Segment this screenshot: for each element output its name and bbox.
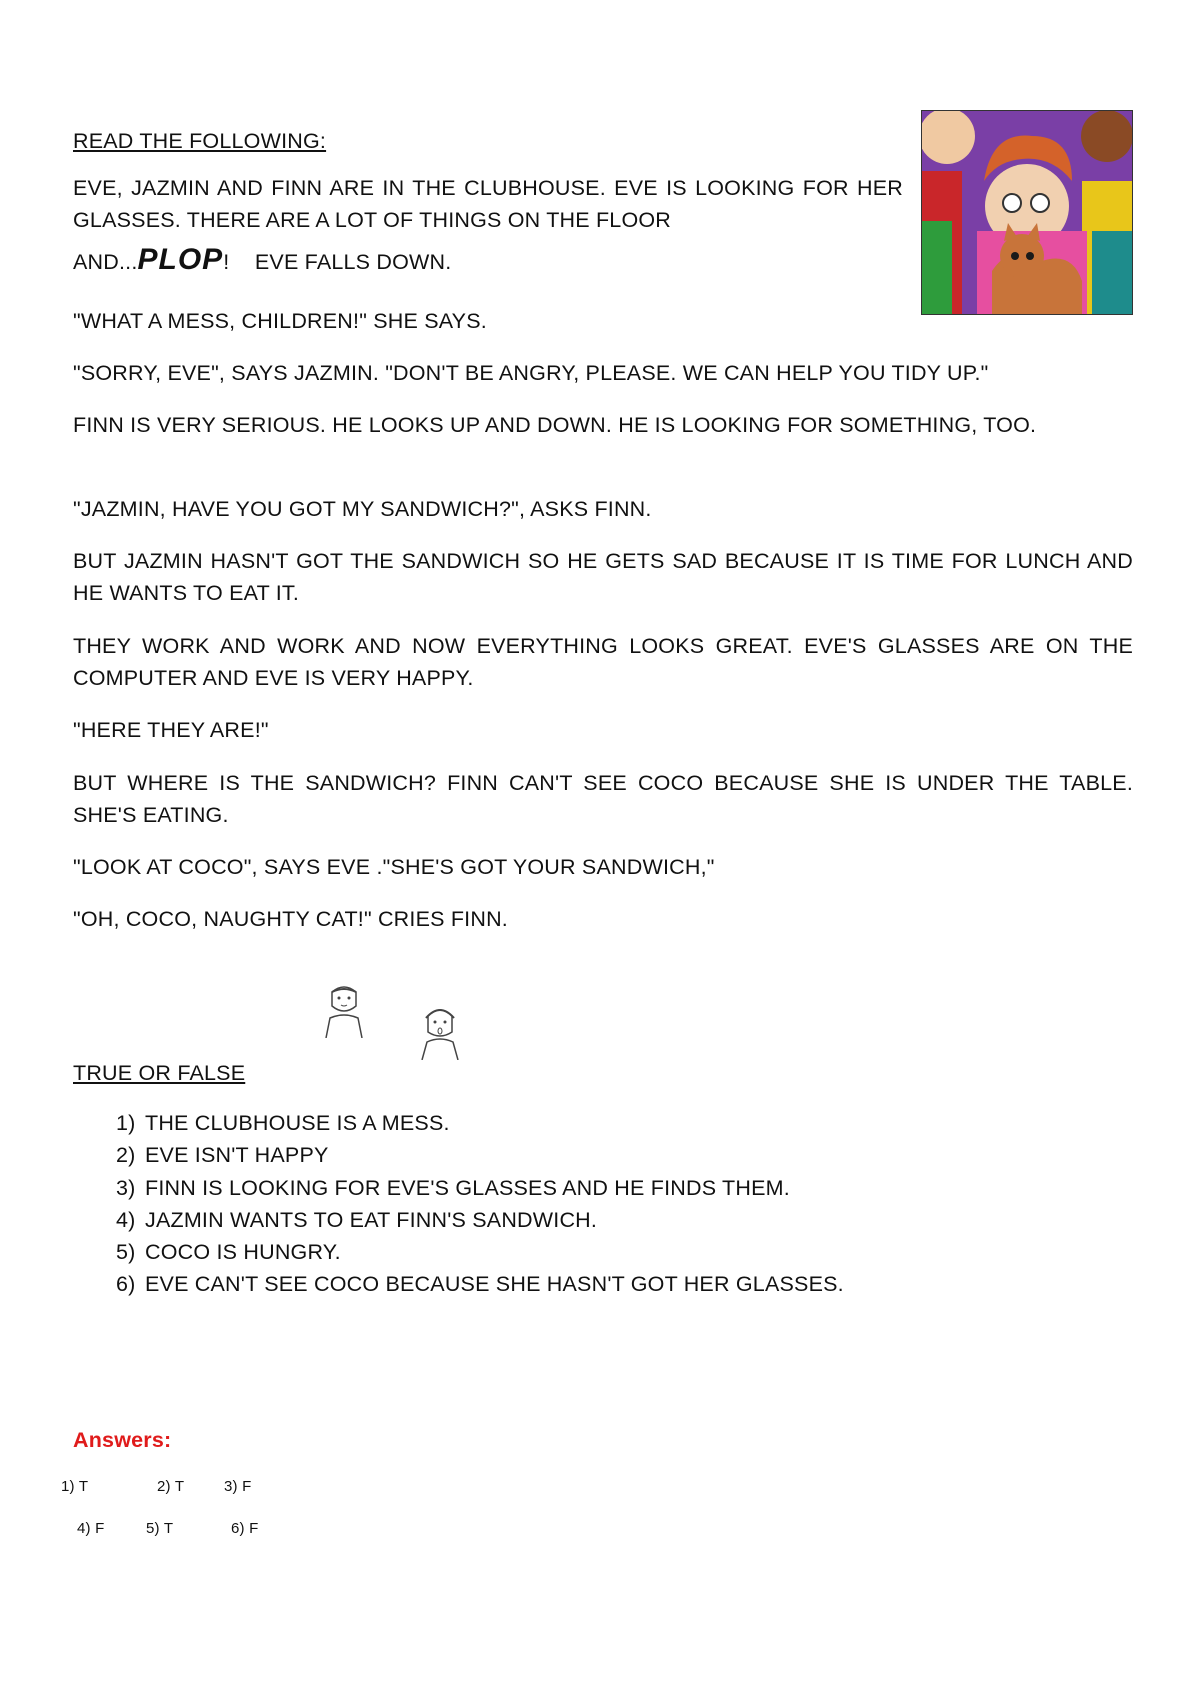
- quiz-item: 2) EVE ISN'T HAPPY: [116, 1143, 329, 1168]
- falls-down-text: EVE FALLS DOWN.: [254, 250, 452, 274]
- paragraph-where-sandwich: BUT WHERE IS THE SANDWICH? FINN CAN'T SEE COCO BECAUSE SHE IS UNDER THE TABLE. SHE'S EATING.: [73, 771, 1133, 827]
- paragraph-mess: "WHAT A MESS, CHILDREN!" SHE SAYS.: [73, 309, 487, 333]
- paragraph-look-at-coco: "LOOK AT COCO", SAYS EVE ."SHE'S GOT YOUR SANDWICH,": [73, 855, 715, 879]
- children-illustration: [921, 110, 1133, 315]
- quiz-item-text: EVE ISN'T HAPPY: [145, 1143, 329, 1168]
- paragraph-intro: [73, 172, 903, 236]
- girl-sketch-icon: [418, 1004, 462, 1060]
- answers-title: Answers:: [73, 1428, 172, 1452]
- paragraph-intro-text: EVE, JAZMIN AND FINN ARE IN THE CLUBHOUSE. EVE IS LOOKING FOR HER GLASSES. THERE ARE A LOT OF THINGS ON THE FLOOR: [73, 176, 903, 232]
- plop-exclamation: !: [223, 250, 231, 274]
- paragraph-tidy: THEY WORK AND WORK AND NOW EVERYTHING LOOKS GREAT. EVE'S GLASSES ARE ON THE COMPUTER AND EVE IS VERY HAPPY.: [73, 634, 1133, 690]
- answer-3: 3) F: [224, 1478, 252, 1495]
- answer-1: 1) T: [61, 1478, 89, 1495]
- quiz-item-text: EVE CAN'T SEE COCO BECAUSE SHE HASN'T GOT HER GLASSES.: [145, 1272, 844, 1297]
- true-false-list: [73, 1107, 844, 1301]
- quiz-item: 6) EVE CAN'T SEE COCO BECAUSE SHE HASN'T GOT HER GLASSES.: [116, 1272, 844, 1297]
- paragraph-here-they-are: "HERE THEY ARE!": [73, 718, 269, 742]
- paragraph-finn-sad: BUT JAZMIN HASN'T GOT THE SANDWICH SO HE GETS SAD BECAUSE IT IS TIME FOR LUNCH AND HE WANTS TO EAT IT.: [73, 549, 1133, 605]
- answer-4: 4) F: [77, 1520, 105, 1537]
- paragraph-sandwich-question: "JAZMIN, HAVE YOU GOT MY SANDWICH?", ASKS FINN.: [73, 497, 652, 521]
- answer-2: 2) T: [157, 1478, 185, 1495]
- paragraph-naughty-cat: "OH, COCO, NAUGHTY CAT!" CRIES FINN.: [73, 907, 508, 931]
- quiz-item-text: COCO IS HUNGRY.: [145, 1240, 341, 1265]
- children-cartoon-image: [922, 111, 1132, 314]
- quiz-item: 3) FINN IS LOOKING FOR EVE'S GLASSES AND HE FINDS THEM.: [116, 1175, 790, 1200]
- paragraph-finn-serious: FINN IS VERY SERIOUS. HE LOOKS UP AND DOWN. HE IS LOOKING FOR SOMETHING, TOO.: [73, 413, 1037, 437]
- plop-prefix: AND...: [73, 250, 138, 274]
- reading-heading: READ THE FOLLOWING:: [73, 129, 327, 153]
- quiz-item-text: JAZMIN WANTS TO EAT FINN'S SANDWICH.: [145, 1207, 598, 1232]
- quiz-item-text: THE CLUBHOUSE IS A MESS.: [145, 1111, 450, 1135]
- quiz-item: 5) COCO IS HUNGRY.: [116, 1240, 341, 1265]
- plop-word: PLOP: [137, 243, 224, 276]
- paragraph-plop-line: [73, 244, 903, 278]
- paragraph-sorry: "SORRY, EVE", SAYS JAZMIN. "DON'T BE ANGRY, PLEASE. WE CAN HELP YOU TIDY UP.": [73, 361, 989, 385]
- quiz-item: 1) THE CLUBHOUSE IS A MESS.: [116, 1111, 450, 1135]
- quiz-item-text: FINN IS LOOKING FOR EVE'S GLASSES AND HE FINDS THEM.: [145, 1175, 790, 1200]
- answer-6: 6) F: [231, 1520, 259, 1537]
- quiz-item: 4) JAZMIN WANTS TO EAT FINN'S SANDWICH.: [116, 1207, 598, 1232]
- quiz-heading: TRUE OR FALSE: [73, 1061, 246, 1085]
- boy-sketch-icon: [322, 982, 366, 1038]
- answer-5: 5) T: [146, 1520, 174, 1537]
